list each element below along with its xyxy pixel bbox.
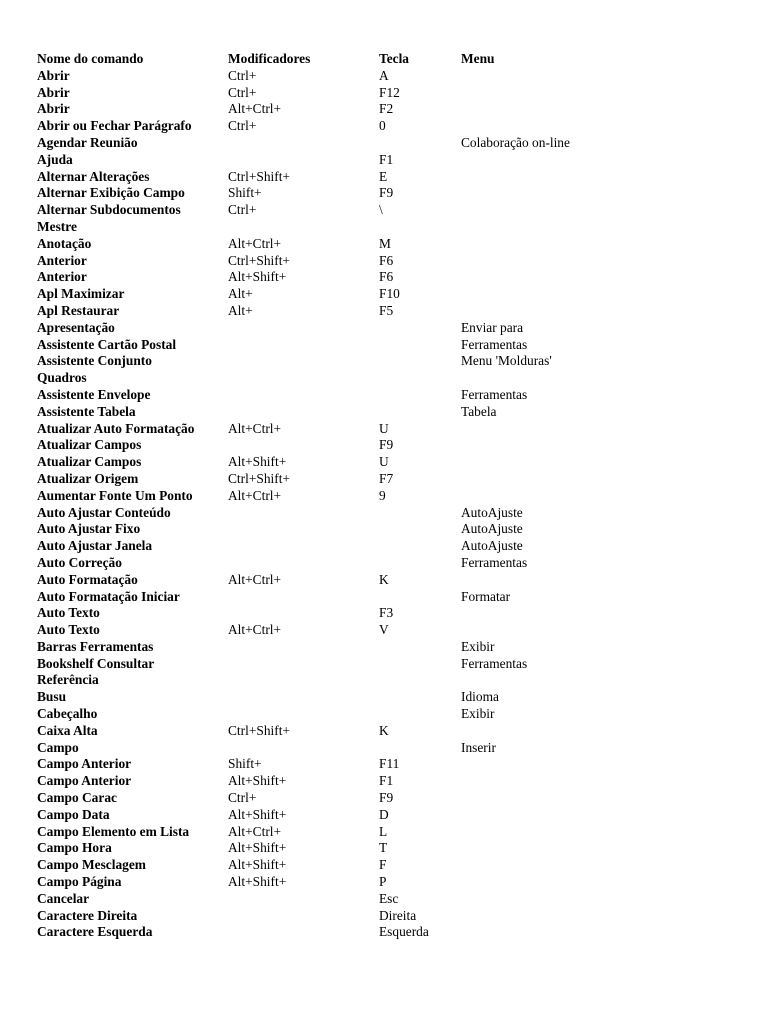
cell-command-name: Atualizar Campos (37, 454, 142, 470)
cell-menu (461, 908, 637, 925)
table-row (37, 353, 637, 370)
table-row (37, 437, 637, 454)
cell-key: F6 (379, 252, 394, 268)
cell-command-name: Anterior (37, 252, 87, 268)
cell-modifiers: Alt+Shift+ (228, 874, 287, 890)
cell-key (379, 656, 461, 673)
table-row (37, 85, 637, 102)
cell-menu (461, 840, 637, 857)
cell-command-name: Mestre (37, 218, 77, 234)
cell-command-name: Anterior (37, 269, 87, 285)
cell-key (379, 370, 461, 387)
cell-menu (461, 672, 637, 689)
cell-menu: Enviar para (461, 319, 524, 335)
table-row (37, 572, 637, 589)
cell-key (379, 639, 461, 656)
cell-menu (461, 303, 637, 320)
cell-menu (461, 219, 637, 236)
cell-modifiers: Ctrl+Shift+ (228, 722, 290, 738)
cell-modifiers: Ctrl+ (228, 67, 257, 83)
cell-key: F1 (379, 773, 394, 789)
cell-command-name: Apresentação (37, 319, 115, 335)
cell-menu (461, 68, 637, 85)
cell-command-name: Quadros (37, 370, 87, 386)
table-row (37, 891, 637, 908)
cell-key: F1 (379, 151, 394, 167)
cell-key (379, 337, 461, 354)
shortcut-table (37, 51, 637, 941)
cell-modifiers: Alt+Shift+ (228, 454, 287, 470)
cell-menu (461, 756, 637, 773)
cell-menu (461, 85, 637, 102)
cell-key (379, 353, 461, 370)
cell-menu (461, 622, 637, 639)
cell-command-name: Campo Anterior (37, 756, 132, 772)
cell-modifiers (228, 337, 379, 354)
cell-menu (461, 471, 637, 488)
cell-command-name: Ajuda (37, 151, 73, 167)
cell-key (379, 135, 461, 152)
cell-key (379, 320, 461, 337)
cell-menu (461, 790, 637, 807)
cell-key: \ (379, 202, 383, 218)
cell-key: K (379, 571, 389, 587)
cell-key: K (379, 722, 389, 738)
cell-menu (461, 454, 637, 471)
cell-key: V (379, 622, 389, 638)
cell-menu: Formatar (461, 588, 511, 604)
cell-modifiers: Alt+Ctrl+ (228, 571, 282, 587)
cell-modifiers (228, 353, 379, 370)
cell-key: F9 (379, 437, 394, 453)
cell-modifiers (228, 219, 379, 236)
cell-menu (461, 824, 637, 841)
cell-modifiers (228, 320, 379, 337)
cell-modifiers (228, 404, 379, 421)
table-row (37, 908, 637, 925)
table-row (37, 840, 637, 857)
cell-key (379, 219, 461, 236)
cell-command-name: Campo Elemento em Lista (37, 823, 190, 839)
cell-command-name: Anotação (37, 235, 92, 251)
cell-key (379, 387, 461, 404)
cell-command-name: Abrir (37, 84, 70, 100)
cell-key (379, 521, 461, 538)
cell-menu (461, 773, 637, 790)
cell-command-name: Bookshelf Consultar (37, 655, 155, 671)
cell-command-name: Busu (37, 689, 67, 705)
table-row (37, 219, 637, 236)
cell-modifiers (228, 505, 379, 522)
cell-modifiers: Alt+Ctrl+ (228, 101, 282, 117)
table-row (37, 320, 637, 337)
cell-command-name: Abrir (37, 67, 70, 83)
header-modifiers: Modificadores (228, 51, 311, 66)
cell-menu (461, 152, 637, 169)
table-row (37, 404, 637, 421)
table-row (37, 790, 637, 807)
table-row (37, 672, 637, 689)
cell-key: Esquerda (379, 924, 429, 940)
cell-modifiers (228, 370, 379, 387)
cell-modifiers (228, 891, 379, 908)
cell-menu (461, 202, 637, 219)
table-header-row (37, 51, 637, 68)
cell-modifiers: Alt+Shift+ (228, 269, 287, 285)
cell-command-name: Campo Carac (37, 790, 117, 806)
cell-key: P (379, 874, 387, 890)
cell-modifiers: Alt+Ctrl+ (228, 823, 282, 839)
table-row (37, 202, 637, 219)
cell-command-name: Alternar Alterações (37, 168, 150, 184)
table-row (37, 269, 637, 286)
cell-menu: Idioma (461, 689, 499, 705)
cell-modifiers (228, 740, 379, 757)
table-row (37, 622, 637, 639)
cell-menu (461, 924, 637, 941)
cell-command-name: Campo Mesclagem (37, 857, 146, 873)
cell-menu: Colaboração on-line (461, 134, 570, 150)
cell-modifiers: Ctrl+ (228, 202, 257, 218)
table-row (37, 387, 637, 404)
cell-command-name: Assistente Tabela (37, 403, 136, 419)
cell-modifiers (228, 706, 379, 723)
cell-key: Direita (379, 907, 417, 923)
cell-key: F12 (379, 84, 400, 100)
cell-menu (461, 437, 637, 454)
table-row (37, 857, 637, 874)
header-command-name: Nome do comando (37, 51, 144, 66)
cell-key (379, 740, 461, 757)
cell-key (379, 505, 461, 522)
cell-menu (461, 118, 637, 135)
cell-menu (461, 874, 637, 891)
cell-key: A (379, 67, 389, 83)
cell-command-name: Atualizar Auto Formatação (37, 420, 195, 436)
table-row (37, 639, 637, 656)
cell-command-name: Caractere Esquerda (37, 924, 153, 940)
cell-menu (461, 169, 637, 186)
cell-menu: Ferramentas (461, 655, 528, 671)
cell-menu: AutoAjuste (461, 504, 523, 520)
cell-menu: Inserir (461, 739, 496, 755)
cell-command-name: Assistente Envelope (37, 386, 151, 402)
cell-command-name: Atualizar Origem (37, 470, 139, 486)
table-row (37, 589, 637, 606)
cell-modifiers (228, 589, 379, 606)
cell-menu (461, 421, 637, 438)
table-row (37, 135, 637, 152)
cell-menu (461, 286, 637, 303)
cell-command-name: Campo Hora (37, 840, 112, 856)
cell-menu: Menu 'Molduras' (461, 353, 552, 369)
cell-key: F5 (379, 302, 394, 318)
table-row (37, 421, 637, 438)
cell-command-name: Agendar Reunião (37, 134, 138, 150)
cell-menu: Ferramentas (461, 386, 528, 402)
cell-command-name: Auto Ajustar Fixo (37, 521, 141, 537)
cell-key (379, 404, 461, 421)
table-row (37, 807, 637, 824)
cell-key: F9 (379, 790, 394, 806)
cell-key: T (379, 840, 388, 856)
cell-menu (461, 253, 637, 270)
cell-command-name: Auto Texto (37, 622, 100, 638)
cell-key: 0 (379, 118, 386, 134)
cell-menu (461, 488, 637, 505)
cell-modifiers (228, 521, 379, 538)
cell-modifiers: Shift+ (228, 185, 262, 201)
table-row (37, 471, 637, 488)
cell-modifiers: Alt+Ctrl+ (228, 235, 282, 251)
cell-modifiers (228, 152, 379, 169)
table-row (37, 924, 637, 941)
cell-menu (461, 236, 637, 253)
cell-menu: Ferramentas (461, 554, 528, 570)
table-row (37, 286, 637, 303)
cell-modifiers (228, 672, 379, 689)
cell-modifiers: Alt+ (228, 302, 253, 318)
table-row (37, 874, 637, 891)
table-row (37, 505, 637, 522)
cell-command-name: Auto Formatação Iniciar (37, 588, 180, 604)
cell-key: F10 (379, 286, 400, 302)
table-row (37, 337, 637, 354)
cell-command-name: Atualizar Campos (37, 437, 142, 453)
cell-modifiers (228, 538, 379, 555)
cell-key (379, 689, 461, 706)
table-row (37, 740, 637, 757)
cell-key: E (379, 168, 388, 184)
table-row (37, 689, 637, 706)
cell-key: U (379, 454, 389, 470)
cell-command-name: Auto Ajustar Conteúdo (37, 504, 171, 520)
table-row (37, 656, 637, 673)
cell-modifiers (228, 924, 379, 941)
cell-key: F9 (379, 185, 394, 201)
cell-key (379, 589, 461, 606)
table-row (37, 454, 637, 471)
cell-command-name: Campo Anterior (37, 773, 132, 789)
cell-modifiers: Ctrl+Shift+ (228, 168, 290, 184)
table-row (37, 723, 637, 740)
cell-menu (461, 269, 637, 286)
cell-modifiers (228, 639, 379, 656)
cell-key: Esc (379, 890, 399, 906)
cell-key: L (379, 823, 388, 839)
cell-modifiers: Ctrl+ (228, 84, 257, 100)
cell-command-name: Barras Ferramentas (37, 638, 154, 654)
cell-menu (461, 185, 637, 202)
cell-key: U (379, 420, 389, 436)
header-menu: Menu (461, 51, 495, 66)
cell-modifiers: Shift+ (228, 756, 262, 772)
cell-key: F7 (379, 470, 394, 486)
cell-command-name: Assistente Conjunto (37, 353, 152, 369)
cell-modifiers (228, 437, 379, 454)
table-row (37, 253, 637, 270)
table-row (37, 303, 637, 320)
cell-modifiers (228, 689, 379, 706)
cell-command-name: Campo Data (37, 806, 110, 822)
cell-modifiers: Alt+Shift+ (228, 806, 287, 822)
document-page (37, 51, 737, 941)
table-row (37, 118, 637, 135)
cell-key: F2 (379, 101, 394, 117)
cell-modifiers: Ctrl+Shift+ (228, 252, 290, 268)
cell-command-name: Apl Maximizar (37, 286, 125, 302)
cell-menu: AutoAjuste (461, 521, 523, 537)
cell-command-name: Assistente Cartão Postal (37, 336, 177, 352)
cell-modifiers (228, 605, 379, 622)
table-row (37, 152, 637, 169)
cell-key (379, 538, 461, 555)
cell-menu: Exibir (461, 706, 495, 722)
cell-command-name: Caractere Direita (37, 907, 138, 923)
cell-modifiers (228, 387, 379, 404)
table-row (37, 370, 637, 387)
cell-modifiers: Alt+Ctrl+ (228, 420, 282, 436)
cell-modifiers (228, 908, 379, 925)
cell-key: F (379, 857, 387, 873)
cell-command-name: Campo (37, 739, 79, 755)
cell-menu (461, 605, 637, 622)
header-key: Tecla (379, 51, 410, 66)
cell-command-name: Cancelar (37, 890, 90, 906)
cell-modifiers: Ctrl+ (228, 118, 257, 134)
cell-menu (461, 891, 637, 908)
cell-command-name: Abrir (37, 101, 70, 117)
cell-key: F11 (379, 756, 400, 772)
cell-menu (461, 572, 637, 589)
table-row (37, 773, 637, 790)
cell-key: F6 (379, 269, 394, 285)
table-row (37, 101, 637, 118)
cell-modifiers (228, 656, 379, 673)
cell-command-name: Aumentar Fonte Um Ponto (37, 487, 193, 503)
cell-command-name: Auto Ajustar Janela (37, 538, 153, 554)
cell-command-name: Referência (37, 672, 99, 688)
cell-key (379, 555, 461, 572)
cell-key: M (379, 235, 391, 251)
cell-command-name: Apl Restaurar (37, 302, 120, 318)
cell-modifiers: Alt+Shift+ (228, 773, 287, 789)
cell-menu (461, 857, 637, 874)
table-row (37, 68, 637, 85)
cell-command-name: Campo Página (37, 874, 122, 890)
cell-modifiers: Ctrl+Shift+ (228, 470, 290, 486)
cell-key (379, 706, 461, 723)
cell-menu: Ferramentas (461, 336, 528, 352)
cell-modifiers: Alt+Shift+ (228, 857, 287, 873)
cell-modifiers (228, 135, 379, 152)
cell-menu: Tabela (461, 403, 497, 419)
table-row (37, 605, 637, 622)
cell-modifiers (228, 555, 379, 572)
cell-command-name: Auto Formatação (37, 571, 138, 587)
cell-menu (461, 807, 637, 824)
cell-menu: AutoAjuste (461, 538, 523, 554)
cell-menu (461, 101, 637, 118)
table-row (37, 824, 637, 841)
table-row (37, 706, 637, 723)
cell-menu (461, 723, 637, 740)
table-row (37, 185, 637, 202)
table-row (37, 538, 637, 555)
cell-menu (461, 370, 637, 387)
cell-command-name: Auto Texto (37, 605, 100, 621)
cell-command-name: Caixa Alta (37, 722, 98, 738)
cell-key: F3 (379, 605, 394, 621)
table-row (37, 169, 637, 186)
table-body (37, 68, 637, 941)
cell-modifiers: Alt+Shift+ (228, 840, 287, 856)
cell-key: 9 (379, 487, 386, 503)
cell-key (379, 672, 461, 689)
table-row (37, 555, 637, 572)
cell-modifiers: Alt+Ctrl+ (228, 487, 282, 503)
table-row (37, 521, 637, 538)
cell-command-name: Alternar Subdocumentos (37, 202, 181, 218)
cell-command-name: Auto Correção (37, 554, 122, 570)
cell-modifiers: Alt+ (228, 286, 253, 302)
table-row (37, 488, 637, 505)
cell-command-name: Abrir ou Fechar Parágrafo (37, 118, 192, 134)
cell-menu: Exibir (461, 638, 495, 654)
table-row (37, 236, 637, 253)
cell-command-name: Alternar Exibição Campo (37, 185, 185, 201)
cell-modifiers: Ctrl+ (228, 790, 257, 806)
table-row (37, 756, 637, 773)
cell-modifiers: Alt+Ctrl+ (228, 622, 282, 638)
cell-key: D (379, 806, 389, 822)
cell-command-name: Cabeçalho (37, 706, 98, 722)
